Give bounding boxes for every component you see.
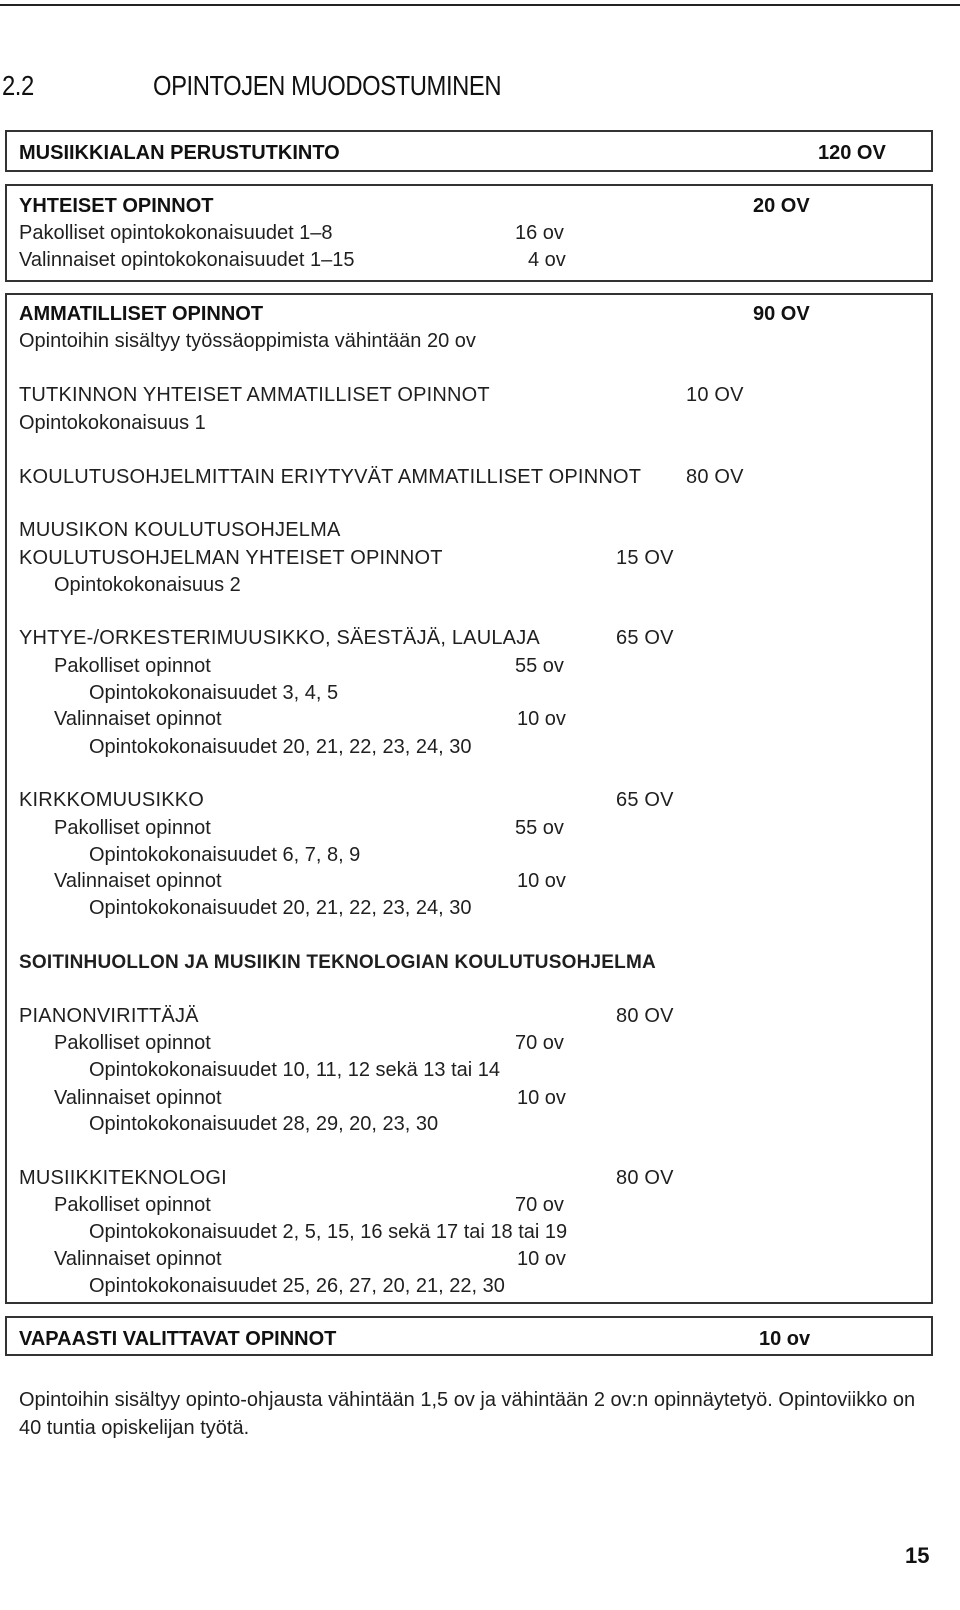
muusikon-yhteiset-label: KOULUTUSOHJELMAN YHTEISET OPINNOT: [19, 547, 443, 569]
kirkko-valinnaiset-label: Valinnaiset opinnot: [54, 870, 222, 892]
yhteiset-credits: 20 OV: [753, 195, 810, 217]
kirkko-pakolliset-label: Pakolliset opinnot: [54, 817, 211, 839]
footer-note: Opintoihin sisältyy opinto-ohjausta vähintään 1,5 ov ja vähintään 2 ov:n opinnäytetyö. Opintoviikko on 40 tuntia opiskelijan työtä.: [19, 1389, 916, 1439]
piano-valinnaiset-credits: 10 ov: [517, 1087, 566, 1109]
koulutusohjelmittain-label: KOULUTUSOHJELMITTAIN ERIYTYVÄT AMMATILLISET OPINNOT: [19, 466, 642, 488]
top-rule: [0, 4, 960, 6]
yhteiset-valinnaiset-credits: 4 ov: [528, 249, 566, 271]
tutkinnon-label: TUTKINNON YHTEISET AMMATILLISET OPINNOT: [19, 384, 490, 406]
yhtye-valinnaiset-sub: Opintokokonaisuudet 20, 21, 22, 23, 24, 30: [89, 736, 472, 758]
tutkinnon-sub: Opintokokonaisuus 1: [19, 412, 206, 434]
yhteiset-pakolliset-credits: 16 ov: [515, 222, 564, 244]
tutkinnon-credits: 10 OV: [686, 384, 744, 406]
muusikon-yhteiset-credits: 15 OV: [616, 547, 674, 569]
kirkko-pakolliset-sub: Opintokokonaisuudet 6, 7, 8, 9: [89, 844, 361, 866]
yhteiset-valinnaiset-label: Valinnaiset opintokokonaisuudet 1–15: [19, 249, 355, 271]
yhtye-valinnaiset-label: Valinnaiset opinnot: [54, 708, 222, 730]
tekno-pakolliset-label: Pakolliset opinnot: [54, 1194, 211, 1216]
ammatilliset-note: Opintoihin sisältyy työssäoppimista vähintään 20 ov: [19, 330, 476, 352]
perustutkinto-label: MUSIIKKIALAN PERUSTUTKINTO: [19, 142, 340, 164]
tekno-valinnaiset-label: Valinnaiset opinnot: [54, 1248, 222, 1270]
muusikon-yhteiset-sub: Opintokokonaisuus 2: [54, 574, 241, 596]
yhtye-label: YHTYE-/ORKESTERIMUUSIKKO, SÄESTÄJÄ, LAULAJA: [19, 627, 540, 649]
tekno-credits: 80 OV: [616, 1167, 674, 1189]
yhtye-credits: 65 OV: [616, 627, 674, 649]
piano-valinnaiset-sub: Opintokokonaisuudet 28, 29, 20, 23, 30: [89, 1113, 439, 1135]
piano-label: PIANONVIRITTÄJÄ: [19, 1005, 199, 1027]
tekno-pakolliset-sub: Opintokokonaisuudet 2, 5, 15, 16 sekä 17 tai 18 tai 19: [89, 1221, 568, 1243]
page-number: 15: [905, 1543, 930, 1568]
yhtye-pakolliset-label: Pakolliset opinnot: [54, 655, 211, 677]
kirkko-valinnaiset-credits: 10 ov: [517, 870, 566, 892]
piano-credits: 80 OV: [616, 1005, 674, 1027]
yhteiset-label: YHTEISET OPINNOT: [19, 195, 214, 217]
tekno-label: MUSIIKKITEKNOLOGI: [19, 1167, 227, 1189]
yhtye-pakolliset-sub: Opintokokonaisuudet 3, 4, 5: [89, 682, 339, 704]
kirkko-credits: 65 OV: [616, 789, 674, 811]
yhtye-pakolliset-credits: 55 ov: [515, 655, 564, 677]
yhtye-valinnaiset-credits: 10 ov: [517, 708, 566, 730]
section-title: OPINTOJEN MUODOSTUMINEN: [153, 70, 502, 101]
piano-pakolliset-credits: 70 ov: [515, 1032, 564, 1054]
ammatilliset-credits: 90 OV: [753, 303, 810, 325]
piano-valinnaiset-label: Valinnaiset opinnot: [54, 1087, 222, 1109]
muusikon-label: MUUSIKON KOULUTUSOHJELMA: [19, 519, 341, 541]
tekno-valinnaiset-credits: 10 ov: [517, 1248, 566, 1270]
perustutkinto-credits: 120 OV: [818, 142, 886, 164]
kirkko-valinnaiset-sub: Opintokokonaisuudet 20, 21, 22, 23, 24, 30: [89, 897, 472, 919]
section-number: 2.2: [2, 70, 34, 101]
vapaasti-credits: 10 ov: [759, 1328, 811, 1350]
koulutusohjelmittain-credits: 80 OV: [686, 466, 744, 488]
kirkko-label: KIRKKOMUUSIKKO: [19, 789, 205, 811]
tekno-valinnaiset-sub: Opintokokonaisuudet 25, 26, 27, 20, 21, 22, 30: [89, 1275, 505, 1297]
soitinhuollon-label: SOITINHUOLLON JA MUSIIKIN TEKNOLOGIAN KOULUTUSOHJELMA: [19, 952, 656, 973]
ammatilliset-label: AMMATILLISET OPINNOT: [19, 303, 264, 325]
vapaasti-label: VAPAASTI VALITTAVAT OPINNOT: [19, 1328, 337, 1350]
yhteiset-pakolliset-label: Pakolliset opintokokonaisuudet 1–8: [19, 222, 333, 244]
piano-pakolliset-label: Pakolliset opinnot: [54, 1032, 211, 1054]
tekno-pakolliset-credits: 70 ov: [515, 1194, 564, 1216]
kirkko-pakolliset-credits: 55 ov: [515, 817, 564, 839]
piano-pakolliset-sub: Opintokokonaisuudet 10, 11, 12 sekä 13 tai 14: [89, 1059, 501, 1081]
